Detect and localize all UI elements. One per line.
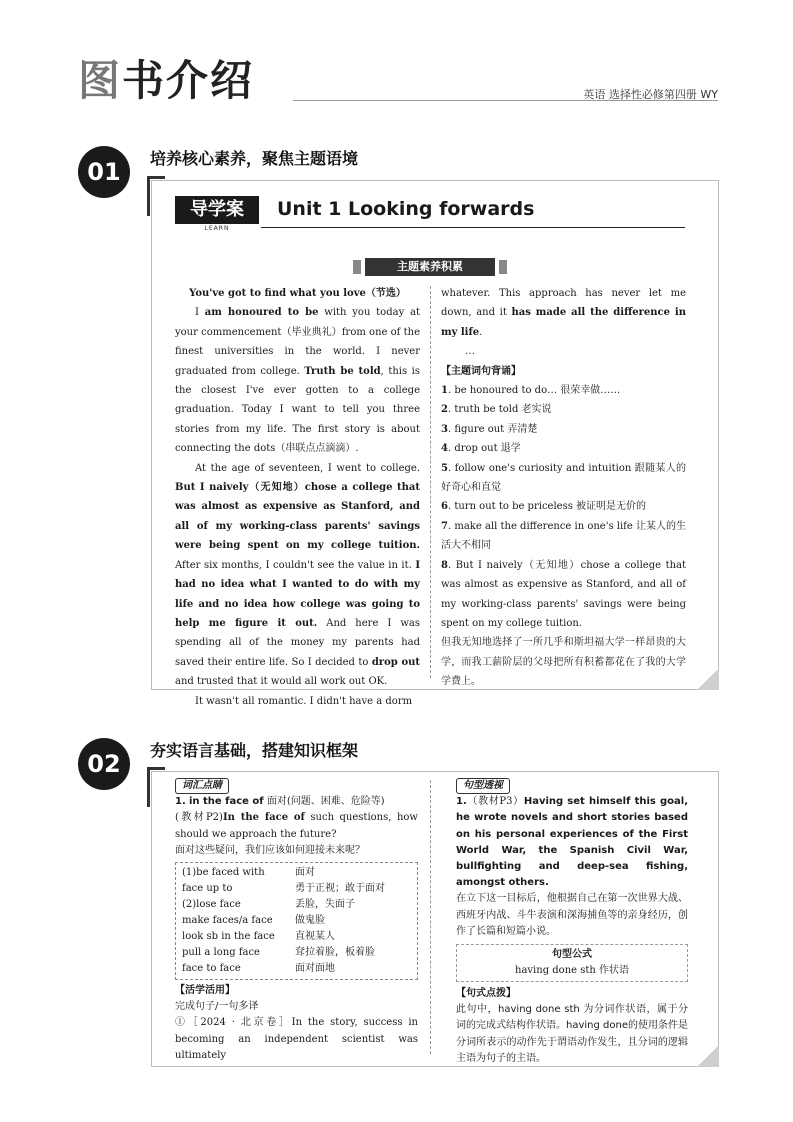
recite-list <box>441 381 686 633</box>
corner-bracket <box>147 176 165 216</box>
unit-rule <box>261 227 685 228</box>
vocab-item: 1. in the face of 面对(问题、困难、危险等) <box>175 796 385 808</box>
vocab-example: (教材P2)In the face of such questions, how should we approach the future? <box>175 812 418 840</box>
recite-item: 1. be honoured to do… 很荣幸做…… <box>441 385 621 397</box>
sentence-label: 句型透视 <box>456 778 510 794</box>
recite-item: 2. truth be told 老实说 <box>441 404 552 416</box>
ellipsis: … <box>465 346 475 358</box>
sentence-item: 1.（教材P3）Having set himself this goal, he wrote novels and short stories based on his personal experiences of the First World War, the Spanish Civil War, bullfighting and deep-sea fishing, amongst others. <box>456 796 689 889</box>
vocab-label: 词汇点睛 <box>175 778 229 794</box>
page-fold <box>697 668 719 690</box>
theme-ribbon: 主题素养积累 <box>365 258 495 276</box>
reading-title: You've got to find what you love（节选） <box>189 288 406 299</box>
recite-item: 4. drop out 退学 <box>441 443 521 455</box>
practice-item: ①［2024 · 北京卷］In the story, success in becoming an independent scientist was ultimately <box>175 1017 418 1061</box>
learn-badge: 导学案 <box>175 196 259 224</box>
corner-bracket <box>147 767 165 807</box>
section-title: 夯实语言基础，搭建知识框架 <box>150 741 359 760</box>
section-number-badge: 02 <box>78 738 130 790</box>
sentence-translation: 在立下这一目标后，他根据自己在第一次世界大战、西班牙内战、斗牛表演和深海捕鱼等的亲身经历，创作了长篇和短篇小说。 <box>456 893 688 937</box>
phrase-row: face up to 勇于正视；敢于面对 <box>182 883 385 895</box>
page-fold <box>697 1045 719 1067</box>
book-info: 英语 选择性必修第四册 WY <box>583 88 718 101</box>
column-divider <box>430 286 431 678</box>
column-divider <box>430 780 431 1054</box>
reading-paragraph: It wasn't all romantic. I didn't have a dorm <box>195 695 413 707</box>
recite-item: 6. turn out to be priceless 被证明是无价的 <box>441 501 647 513</box>
reading-continued: whatever. This approach has never let me down, and it has made all the difference in my life. <box>441 288 686 338</box>
tip-heading: 【句式点拨】 <box>456 988 516 1000</box>
practice-subheading: 完成句子/一句多译 <box>175 1001 259 1013</box>
reading-paragraph: I am honoured to be with you today at your commencement（毕业典礼）from one of the finest universities in the world. I never graduated from college. Truth be told, this is the closest I've ever gotten to a college graduation. Today I want to tell you three stories from my life. The first story is about connecting the dots（串联点点滴滴）. <box>175 307 421 455</box>
section-number-badge: 01 <box>78 146 130 198</box>
reading-passage <box>175 284 420 711</box>
tip-text: 此句中，having done sth 为分词作状语，属于分词的完成式结构作状语。having done的使用条件是分词所表示的动作先于谓语动作发生，且分词的逻辑主语为句子的主语。 <box>456 1004 688 1064</box>
phrase-row: face to face 面对面地 <box>182 963 335 975</box>
book-intro-logo: 图书介绍 <box>78 56 255 105</box>
phrase-row: (2)lose face 丢脸，失面子 <box>182 899 355 911</box>
reading-paragraph: At the age of seventeen, I went to college. But I naively（无知地）chose a college that was almost as expensive as Stanford, and all of my working-class parents' savings were being spent on my college tuition. After six months, I couldn't see the value in it. I had no idea what I wanted to do with my life and no idea how college was going to help me figure it out. And here I was spending all of the money my parents had saved their entire life. So I decided to drop out and trusted that it would all work out OK. <box>175 462 421 688</box>
sentence-column <box>456 778 688 1067</box>
unit-title: Unit 1 Looking forwards <box>277 198 535 220</box>
recite-item: 8. But I naively（无知地）chose a college that was almost as expensive as Stanford, and all of my working-class parents' savings were being spent on my college tuition. <box>441 559 687 629</box>
phrase-row: look sb in the face 直视某人 <box>182 931 335 943</box>
phrase-row: make faces/a face 做鬼脸 <box>182 915 325 927</box>
page-header <box>78 48 718 104</box>
recite-item: 5. follow one's curiosity and intuition 跟随某人的好奇心和直觉 <box>441 462 687 494</box>
phrase-row: (1)be faced with 面对 <box>182 867 315 879</box>
phrase-row: pull a long face 耷拉着脸，板着脸 <box>182 947 375 959</box>
recite-item: 7. make all the difference in one's life 让某人的生活大不相同 <box>441 520 687 552</box>
formula-text: having done sth 作状语 <box>515 965 629 977</box>
recite-item: 3. figure out 弄清楚 <box>441 423 538 435</box>
unit-heading <box>175 196 685 230</box>
recite-heading: 【主题词句背诵】 <box>441 365 521 377</box>
practice-heading: 【活学活用】 <box>175 985 235 997</box>
section-title: 培养核心素养，聚焦主题语境 <box>150 149 359 168</box>
phrase-table <box>175 862 418 980</box>
formula-box <box>456 944 688 982</box>
learn-badge-sub: LEARN <box>204 225 230 232</box>
recite-column <box>441 284 686 692</box>
formula-title: 句型公式 <box>552 949 592 961</box>
recite-translation: 但我无知地选择了一所几乎和斯坦福大学一样昂贵的大学，而我工薪阶层的父母把所有积蓄都花在了我的大学学费上。 <box>441 637 686 688</box>
vocab-column <box>175 778 418 1064</box>
vocab-example-cn: 面对这些疑问，我们应该如何迎接未来呢？ <box>175 844 365 856</box>
